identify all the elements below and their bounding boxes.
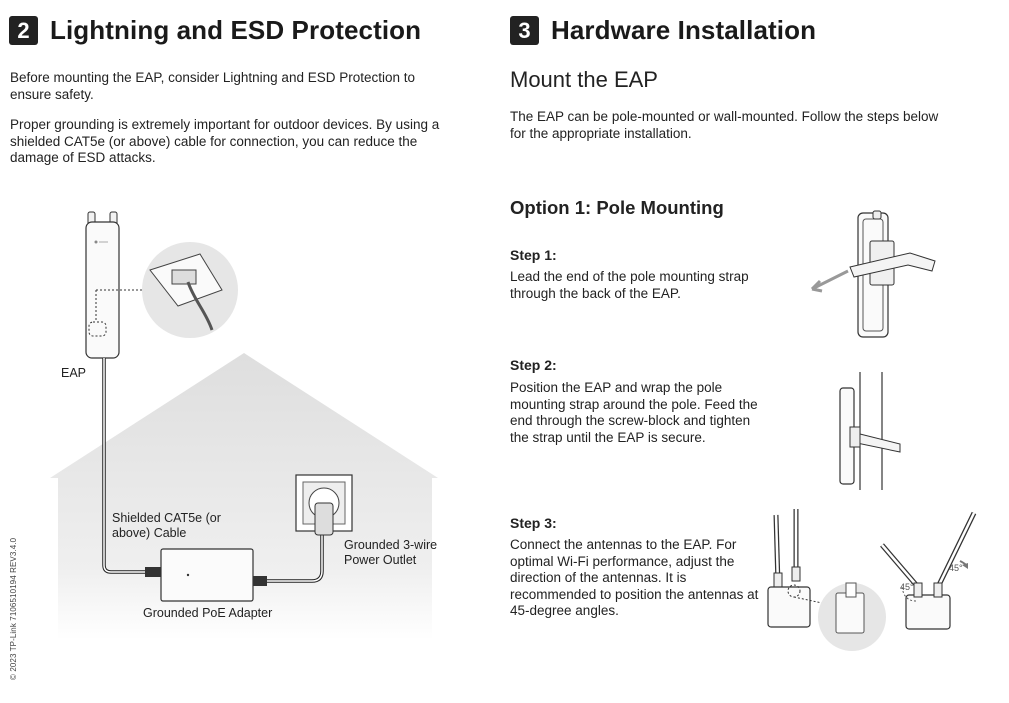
step-2-illustration: [820, 372, 920, 492]
mount-intro: The EAP can be pole-mounted or wall-mounted. Follow the steps below for the appropriate installation.: [510, 109, 939, 141]
angle-label-right: 45°: [949, 563, 963, 573]
section-number-badge: 3: [510, 16, 539, 45]
outlet-label: Grounded 3-wire Power Outlet: [344, 538, 438, 567]
section-2-grounding-text: Proper grounding is extremely important for outdoor devices. By using a shielded CAT5e (or above) cable for connection, you can reduce the damage of ESD attacks.: [10, 117, 440, 165]
section-2-intro: Before mounting the EAP, consider Lightning and ESD Protection to ensure safety.: [10, 70, 416, 102]
step-2-title: Step 2:: [510, 357, 557, 373]
power-outlet-icon: [296, 475, 352, 535]
eap-device-icon: [86, 212, 119, 358]
step-3-illustration: [760, 505, 990, 655]
step-3-title: Step 3:: [510, 515, 557, 531]
eap-label: EAP: [61, 366, 87, 380]
cable-label: Shielded CAT5e (or above) Cable: [112, 511, 221, 540]
lightning-protection-diagram: [0, 0, 460, 703]
step-1-title: Step 1:: [510, 247, 557, 263]
section-2-title: Lightning and ESD Protection: [50, 15, 422, 45]
poe-adapter-label: Grounded PoE Adapter: [143, 606, 273, 620]
angle-label-left: 45°: [900, 582, 914, 592]
poe-adapter-icon: [161, 549, 267, 601]
step-1-text: Lead the end of the pole mounting strap through the back of the EAP.: [510, 269, 749, 301]
step-3-text: Connect the antennas to the EAP. For optimal Wi-Fi performance, adjust the direction of the antennas. It is recommended to position the antennas at 45-degree angles.: [510, 537, 759, 618]
section-3-title: Hardware Installation: [551, 15, 817, 45]
step-1-illustration: [800, 205, 950, 340]
option-1-title: Option 1: Pole Mounting: [510, 197, 724, 218]
step-2-text: Position the EAP and wrap the pole mounting strap around the pole. Feed the end through the screw-block and tighten the strap until the EAP is secure.: [510, 380, 758, 445]
port-zoom-callout: [142, 242, 238, 338]
section-number-badge: 2: [9, 16, 38, 45]
section-3-header: [510, 15, 816, 46]
footer-revision: © 2023 TP-Link 7106510194 REV3.4.0: [9, 537, 18, 680]
mount-subtitle: Mount the EAP: [510, 67, 658, 92]
